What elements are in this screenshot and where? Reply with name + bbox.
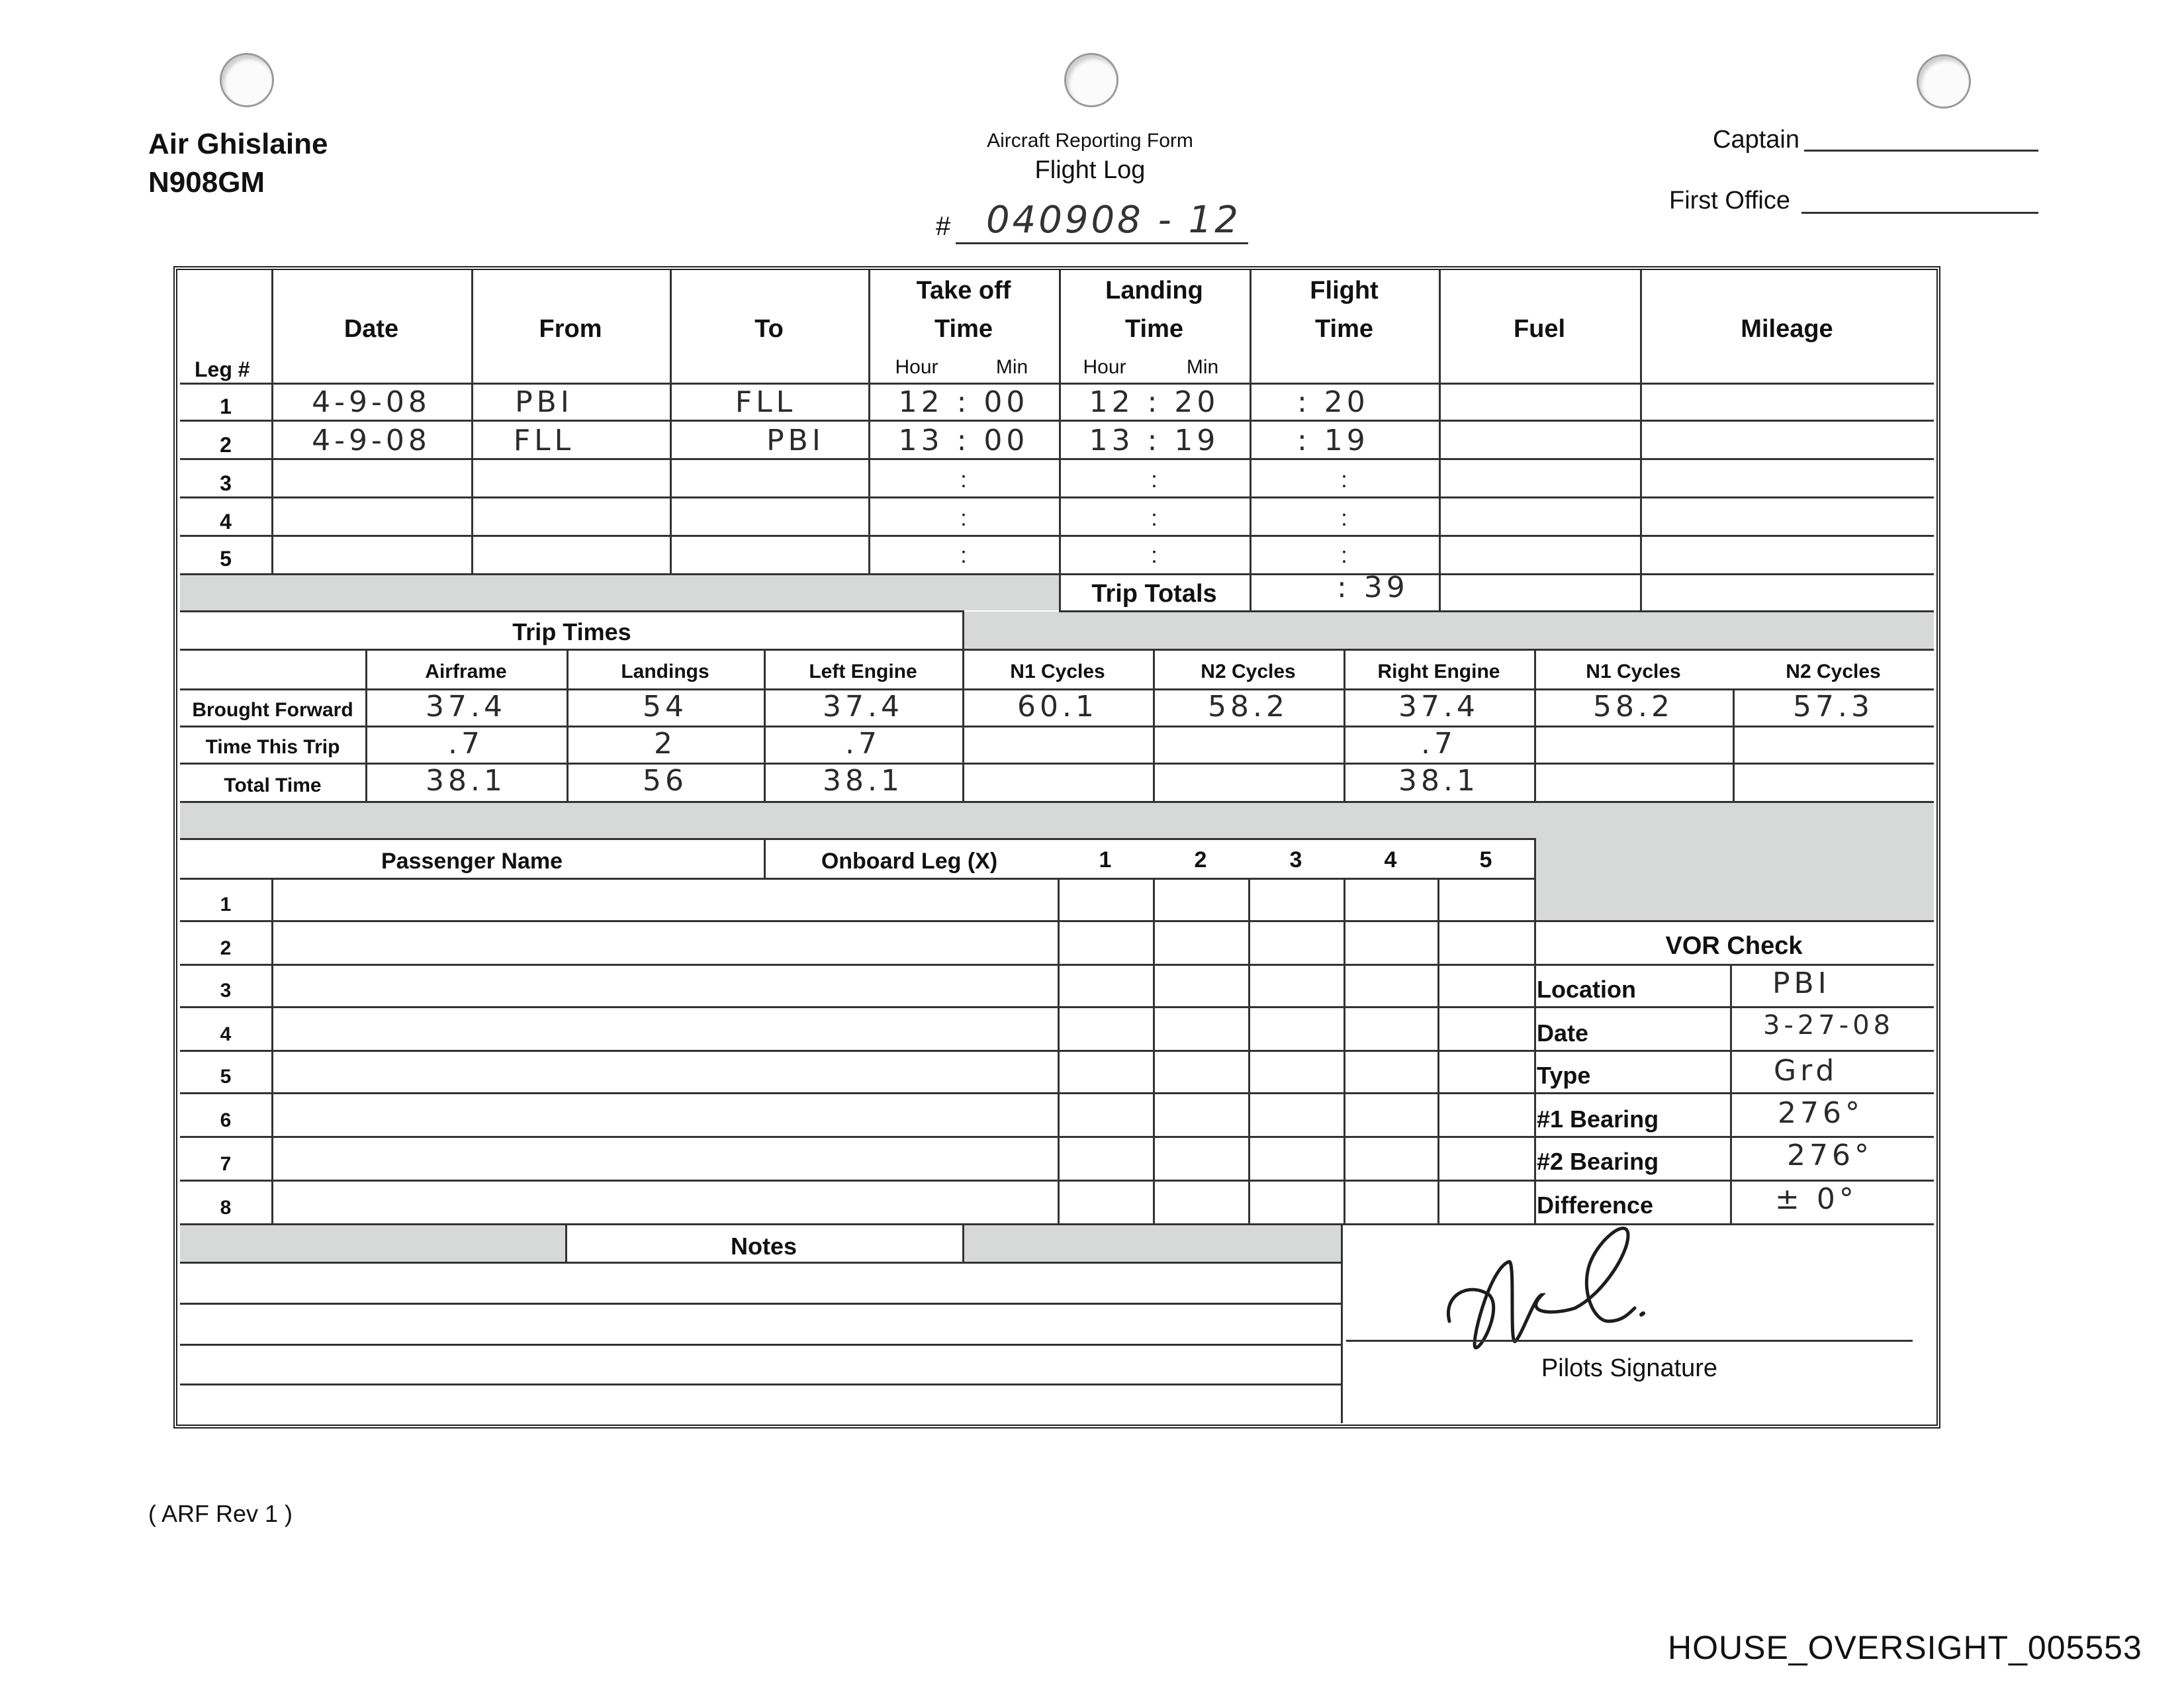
form-number-line: [956, 242, 1248, 244]
leg-flight-time[interactable]: : 20: [1297, 385, 1369, 419]
form-number-prefix: #: [936, 212, 951, 241]
leg-flight-time[interactable]: : 19: [1297, 424, 1369, 457]
header-landing-2: Time: [1124, 315, 1183, 343]
bf-right-engine[interactable]: 37.4: [1398, 690, 1479, 724]
passenger-rule: [180, 1006, 1934, 1008]
passenger-rule: [180, 1092, 1934, 1094]
punch-hole-center: [1064, 53, 1118, 107]
vor-value-type[interactable]: Grd: [1774, 1054, 1839, 1088]
trip-totals-value[interactable]: : 39: [1337, 571, 1409, 604]
leg-number: 3: [220, 471, 232, 495]
onboard-leg-3: 3: [1289, 847, 1302, 872]
row-brought-forward-label: Brought Forward: [192, 699, 353, 721]
leg-landing[interactable]: :: [1151, 467, 1158, 492]
header-landing-hour: Hour: [1083, 356, 1126, 378]
vor-value-bearing-1[interactable]: 276°: [1778, 1096, 1864, 1130]
header-from: From: [539, 315, 602, 343]
shade-notes-left: [180, 1225, 565, 1262]
bates-number: HOUSE_OVERSIGHT_005553: [1668, 1629, 2142, 1666]
bf-right-n2[interactable]: 57.3: [1793, 690, 1874, 724]
form-number: 040908 - 12: [986, 199, 1241, 242]
header-takeoff-2: Time: [934, 315, 993, 343]
vor-label-difference: Difference: [1537, 1192, 1654, 1219]
passenger-rule: [180, 1136, 1934, 1138]
trip-col-right-engine: Right Engine: [1377, 661, 1500, 682]
trip-col-right-n1: N1 Cycles: [1586, 661, 1681, 682]
notes-signature-divider: [1341, 1223, 1343, 1423]
passenger-row-number: 4: [220, 1023, 232, 1045]
passenger-row-number: 6: [220, 1109, 232, 1131]
passenger-rule: [180, 1180, 1934, 1182]
header-takeoff-1: Take off: [916, 277, 1011, 305]
notes-line: [180, 1262, 1342, 1264]
vor-check-title: VOR Check: [1665, 932, 1803, 960]
leg-takeoff[interactable]: :: [960, 543, 967, 568]
form-subtitle: Flight Log: [1034, 156, 1146, 184]
passenger-col-rule: [1534, 838, 1536, 1223]
trip-col-left-n2: N2 Cycles: [1201, 661, 1296, 682]
tt-right-engine[interactable]: .7: [1421, 727, 1457, 761]
shade-trip-totals-left: [180, 575, 1059, 610]
passenger-rule: [180, 878, 1534, 880]
header-takeoff-min: Min: [995, 356, 1028, 378]
leg-date[interactable]: 4-9-08: [312, 385, 431, 419]
notes-line[interactable]: [180, 1303, 1342, 1305]
leg-takeoff[interactable]: 13 : 00: [898, 424, 1029, 457]
leg-from[interactable]: FLL: [513, 424, 575, 457]
header-leg: Leg #: [195, 357, 250, 381]
trip-col-left-n1: N1 Cycles: [1010, 661, 1105, 682]
leg-to[interactable]: FLL: [735, 385, 797, 419]
header-takeoff-hour: Hour: [895, 356, 938, 378]
leg-landing[interactable]: :: [1151, 506, 1158, 531]
onboard-leg-header: Onboard Leg (X): [821, 849, 998, 874]
trip-col-airframe: Airframe: [425, 661, 507, 682]
bf-left-n2[interactable]: 58.2: [1208, 690, 1289, 724]
trip-col-landings: Landings: [621, 661, 709, 682]
leg-landing[interactable]: 13 : 19: [1089, 424, 1220, 457]
first-office-line[interactable]: [1801, 212, 2038, 214]
onboard-leg-1: 1: [1099, 847, 1112, 872]
passenger-rule: [180, 920, 1934, 922]
punch-hole-right: [1917, 54, 1971, 109]
flight-table-rule: [180, 420, 1934, 422]
total-landings[interactable]: 56: [643, 764, 688, 798]
vor-label-location: Location: [1537, 976, 1636, 1003]
leg-from[interactable]: PBI: [515, 385, 573, 419]
bf-landings[interactable]: 54: [643, 690, 688, 724]
onboard-leg-5: 5: [1479, 847, 1492, 872]
passenger-row-number: 7: [220, 1153, 232, 1175]
header-flight-2: Time: [1314, 315, 1373, 343]
trip-times-rule: [180, 649, 1934, 651]
leg-takeoff[interactable]: 12 : 00: [898, 385, 1029, 419]
passenger-row-number: 5: [220, 1066, 232, 1088]
leg-to[interactable]: PBI: [766, 424, 825, 457]
header-fuel: Fuel: [1513, 315, 1566, 343]
vor-label-bearing-2: #2 Bearing: [1537, 1148, 1659, 1175]
shade-notes-right: [964, 1225, 1342, 1262]
tail-number: N908GM: [148, 166, 265, 199]
vor-label-bearing-1: #1 Bearing: [1537, 1105, 1659, 1133]
notes-title: Notes: [730, 1233, 797, 1260]
leg-landing[interactable]: 12 : 20: [1089, 385, 1220, 419]
passenger-col-rule: [1058, 878, 1060, 1223]
leg-number: 5: [220, 547, 232, 571]
passenger-col-rule: [1248, 878, 1250, 1223]
vor-label-date: Date: [1537, 1019, 1589, 1047]
form-revision: ( ARF Rev 1 ): [148, 1500, 293, 1527]
flight-table-rule: [180, 535, 1934, 537]
leg-number: 4: [220, 510, 232, 534]
vor-value-date[interactable]: 3-27-08: [1763, 1010, 1895, 1041]
leg-takeoff[interactable]: :: [960, 467, 967, 492]
notes-line[interactable]: [180, 1344, 1342, 1346]
pilot-signature-mark: [1443, 1215, 1707, 1361]
vor-value-location[interactable]: PBI: [1772, 966, 1831, 1000]
passenger-col-rule: [1153, 878, 1155, 1223]
passenger-col-rule: [1343, 878, 1345, 1223]
shade-divider: [180, 802, 1934, 839]
total-right-engine[interactable]: 38.1: [1398, 764, 1479, 798]
row-time-this-trip-label: Time This Trip: [205, 736, 340, 758]
trip-times-title: Trip Times: [512, 618, 631, 645]
passenger-row-number: 3: [220, 980, 232, 1002]
shade-passenger-right: [1534, 839, 1934, 921]
vor-value-bearing-2[interactable]: 276°: [1787, 1139, 1873, 1172]
passenger-col-rule: [271, 878, 273, 1223]
header-landing-min: Min: [1186, 356, 1219, 378]
flight-table-rule: [1059, 610, 1934, 612]
leg-flight-time[interactable]: :: [1341, 467, 1347, 492]
total-left-engine[interactable]: 38.1: [823, 764, 903, 798]
leg-number: 1: [220, 395, 232, 418]
bf-right-n1[interactable]: 58.2: [1593, 690, 1674, 724]
total-airframe[interactable]: 38.1: [426, 764, 506, 798]
passenger-rule: [180, 1050, 1934, 1052]
first-office-label: First Office: [1669, 187, 1790, 214]
header-date: Date: [343, 315, 399, 343]
notes-line[interactable]: [180, 1383, 1342, 1385]
bf-left-n1[interactable]: 60.1: [1017, 690, 1098, 724]
company-name: Air Ghislaine: [148, 128, 328, 160]
passenger-row-number: 8: [220, 1197, 232, 1219]
header-mileage: Mileage: [1741, 315, 1833, 343]
trip-times-rule: [180, 801, 1934, 803]
passenger-col-rule: [1437, 878, 1439, 1223]
onboard-leg-2: 2: [1194, 847, 1207, 872]
leg-flight-time[interactable]: :: [1341, 506, 1347, 531]
leg-landing[interactable]: :: [1151, 543, 1158, 568]
flight-table-rule: [180, 573, 1934, 575]
tt-landings[interactable]: 2: [654, 727, 676, 761]
trip-times-title-rule: [180, 610, 964, 612]
header-to: To: [754, 315, 784, 343]
leg-takeoff[interactable]: :: [960, 506, 967, 531]
shade-trip-times-right: [964, 612, 1934, 649]
trip-totals-label: Trip Totals: [1091, 580, 1217, 608]
vor-label-type: Type: [1537, 1062, 1591, 1089]
trip-col-right-n2: N2 Cycles: [1786, 661, 1881, 682]
trip-col-left-engine: Left Engine: [809, 661, 917, 682]
row-total-time-label: Total Time: [224, 774, 322, 796]
punch-hole-left: [220, 53, 274, 107]
notes-title-right: [962, 1223, 964, 1262]
bf-left-engine[interactable]: 37.4: [823, 690, 903, 724]
leg-flight-time[interactable]: :: [1341, 543, 1347, 568]
form-title: Aircraft Reporting Form: [987, 130, 1193, 152]
passenger-name-header: Passenger Name: [381, 849, 563, 874]
leg-date[interactable]: 4-9-08: [312, 424, 431, 457]
captain-label: Captain: [1713, 126, 1799, 154]
tt-left-engine[interactable]: .7: [845, 727, 881, 761]
captain-line[interactable]: [1804, 150, 2038, 152]
signature-line[interactable]: [1346, 1340, 1913, 1342]
leg-number: 2: [220, 433, 232, 457]
flight-table-rule: [180, 458, 1934, 460]
onboard-leg-4: 4: [1384, 847, 1397, 872]
bf-airframe[interactable]: 37.4: [426, 690, 506, 724]
header-flight-1: Flight: [1310, 277, 1379, 305]
flight-table-rule: [180, 496, 1934, 498]
flight-table-rule: [180, 383, 1934, 385]
passenger-row-number: 2: [220, 937, 232, 959]
header-landing-1: Landing: [1105, 277, 1203, 305]
passenger-row-number: 1: [220, 894, 232, 915]
passenger-rule: [180, 964, 1934, 966]
tt-airframe[interactable]: .7: [448, 727, 484, 761]
pilots-signature-label: Pilots Signature: [1541, 1354, 1718, 1382]
passenger-rule: [180, 838, 1534, 840]
vor-value-difference[interactable]: ± 0°: [1775, 1182, 1858, 1216]
